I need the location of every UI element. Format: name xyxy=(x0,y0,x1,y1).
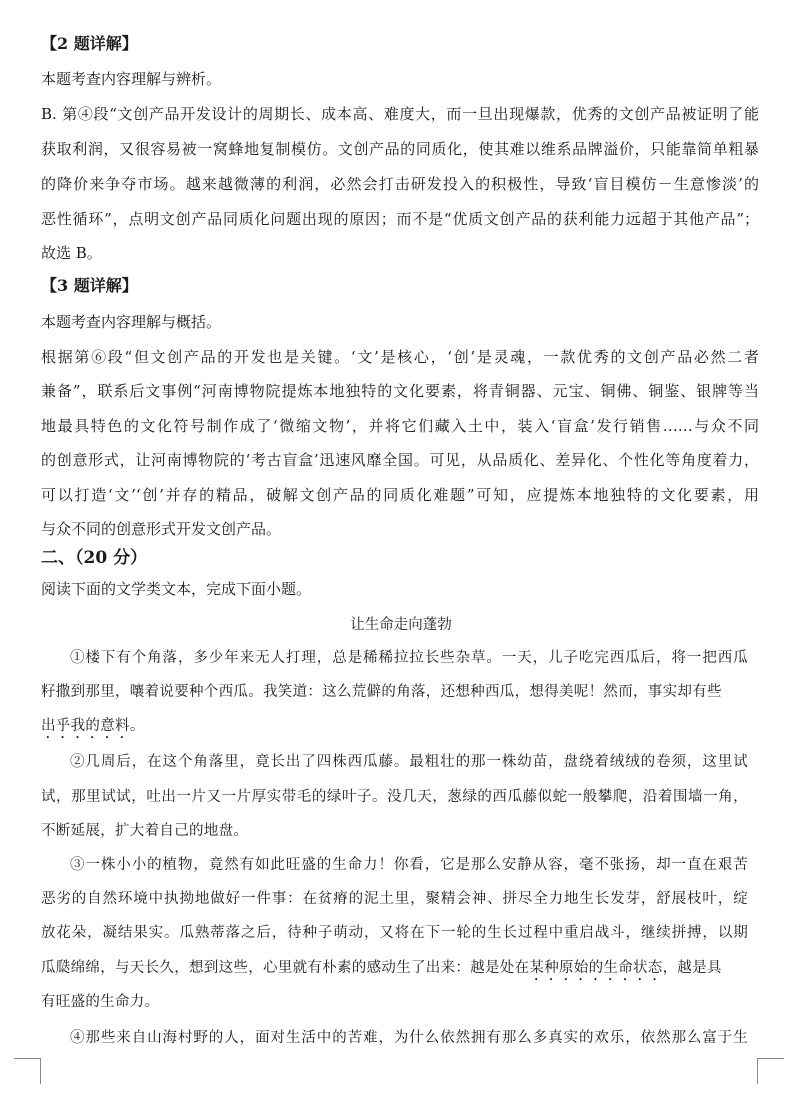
story-line xyxy=(41,716,145,742)
q2-line: 的降价来争夺市场。越来越微薄的利润，必然会打击研发投入的积极性，导致‘盲目模仿－生意惨淡’的 xyxy=(41,175,759,193)
page-corner-mark xyxy=(757,1058,758,1084)
story-line: 恶劣的自然环境中执拗地做好一件事：在贫瘠的泥土里，聚精会神、拼尽全力地生长发芽，舒展枝叶，绽 xyxy=(41,891,748,907)
q3-heading: 【3 题详解】 xyxy=(41,276,138,295)
q3-line: 兼备”，联系后文事例“河南博物院提炼本地独特的文化要素，将青铜器、元宝、铜佛、铜鉴、银牌等当 xyxy=(41,382,759,400)
story-line: 试，那里试试，吐出一片又一片厚实带毛的绿叶子。没几天，葱绿的西瓜藤似蛇一般攀爬，沿着围墙一角， xyxy=(41,789,748,805)
q2-line: 获取利润，又很容易被一窝蜂地复制模仿。文创产品的同质化，使其难以维系品牌溢价，只能靠简单粗暴 xyxy=(41,140,759,158)
page-corner-mark xyxy=(40,1058,41,1084)
page-corner-mark xyxy=(14,1058,41,1059)
q3-line: 的创意形式，让河南博物院的‘考古盲盒’迅速风靡全国。可见，从品质化、差异化、个性化等角度着力， xyxy=(41,451,759,469)
q3-line: 与众不同的创意形式开发文创产品。 xyxy=(41,520,282,538)
story-text: 。 xyxy=(129,718,145,734)
story-line: 不断延展，扩大着自己的地盘。 xyxy=(41,823,249,839)
story-text: 籽撒到那里，嚷着说要种个西瓜。我笑道：这么荒僻的角落，还想种西瓜，想得美呢！然而， xyxy=(41,684,648,700)
q3-line: 根据第⑥段“但文创产品的开发也是关键。‘文’是核心，‘创’是灵魂，一款优秀的文创产品必然二者 xyxy=(41,348,759,366)
emphasized-phrase: 出乎我的意料 xyxy=(41,718,130,734)
q2-heading: 【2 题详解】 xyxy=(41,34,138,53)
story-text: 事实却有些 xyxy=(647,684,722,700)
story-line xyxy=(41,682,722,702)
story-text: 瓜瓞绵绵，与天长久，想到这些，心里就有朴素的感动生了出来：越是处在 xyxy=(41,960,530,976)
story-text: ，越是具 xyxy=(662,960,722,976)
story-line xyxy=(41,958,722,984)
story-line: ①楼下有个角落，多少年来无人打理，总是稀稀拉拉长些杂草。一天，儿子吃完西瓜后，将一把西瓜 xyxy=(70,650,748,666)
q2-line: 故选 B。 xyxy=(41,244,102,262)
story-line: ③一株小小的植物，竟然有如此旺盛的生命力！你看，它是那么安静从容，毫不张扬，却一直在艰苦 xyxy=(70,857,748,873)
story-line: ②几周后，在这个角落里，竟长出了四株西瓜藤。最粗壮的那一株幼苗，盘绕着绒绒的卷须，这里试 xyxy=(70,754,748,770)
q3-intro: 本题考查内容理解与概括。 xyxy=(41,313,222,331)
story-line: 有旺盛的生命力。 xyxy=(41,994,160,1010)
q3-line: 可以打造‘文’‘创’并存的精品，破解文创产品的同质化难题”可知，应提炼本地独特的文化要素，用 xyxy=(41,486,759,504)
page-corner-mark xyxy=(757,1058,784,1059)
section-instruction: 阅读下面的文学类文本，完成下面小题。 xyxy=(41,580,312,598)
section-heading: 二、（20 分） xyxy=(41,548,148,568)
story-title: 让生命走向蓬勃 xyxy=(350,617,452,633)
story-line: 放花朵，凝结果实。瓜熟蒂落之后，待种子萌动，又将在下一轮的生长过程中重启战斗，继续拼搏，以期 xyxy=(41,925,748,941)
q2-line: B. 第④段“文创产品开发设计的周期长、成本高、难度大，而一旦出现爆款，优秀的文创产品被证明了能 xyxy=(41,105,759,123)
q2-line: 恶性循环”，点明文创产品同质化问题出现的原因；而不是“优质文创产品的获利能力远超于其他产品”； xyxy=(41,210,759,228)
q3-line: 地最具特色的文化符号制作成了‘微缩文物’，并将它们藏入土中，装入‘盲盒’发行销售……与众不同 xyxy=(41,417,759,435)
story-line: ④那些来自山海村野的人，面对生活中的苦难，为什么依然拥有那么多真实的欢乐，依然那么富于生 xyxy=(70,1030,748,1046)
q2-intro: 本题考查内容理解与辨析。 xyxy=(41,70,222,88)
emphasized-phrase: 某种原始的生命状态 xyxy=(529,960,663,976)
